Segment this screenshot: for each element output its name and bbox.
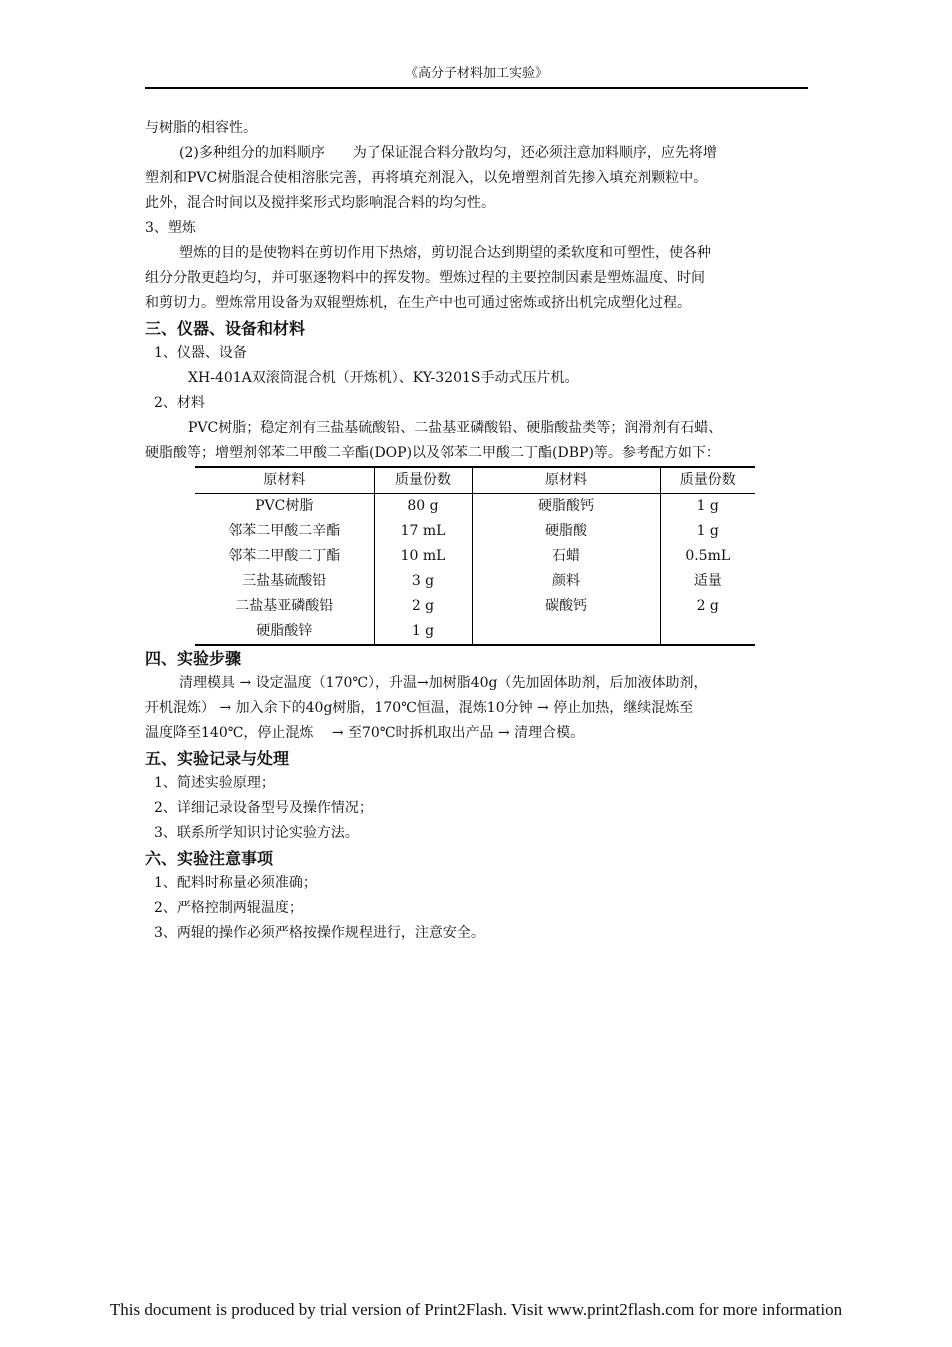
body-line: 和剪切力。塑炼常用设备为双辊塑炼机，在生产中也可通过密炼或挤出机完成塑化过程。 [145, 295, 691, 311]
body-line: 与树脂的相容性。 [145, 120, 257, 136]
table-header-cell: 原材料 [195, 467, 374, 494]
section-heading: 五、实验记录与处理 [145, 749, 290, 768]
table-cell: 2 g [660, 594, 755, 619]
body-line: 开机混炼） → 加入余下的40g树脂，170℃恒温，混炼10分钟 → 停止加热，继续混炼至 [145, 700, 694, 716]
table-cell: 适量 [660, 569, 755, 594]
table-cell: 17 mL [374, 519, 472, 544]
table-row [195, 569, 755, 594]
list-item: 3、两辊的操作必须严格按操作规程进行，注意安全。 [154, 925, 485, 941]
subsection-title: 1、仪器、设备 [154, 345, 247, 361]
list-item: 1、简述实验原理； [154, 775, 275, 791]
section-heading: 三、仪器、设备和材料 [145, 319, 306, 338]
table-cell [472, 619, 660, 645]
list-item: 2、详细记录设备型号及操作情况； [154, 800, 373, 816]
section-heading: 六、实验注意事项 [145, 849, 274, 868]
body-line: 组分分散更趋均匀，并可驱逐物料中的挥发物。塑炼过程的主要控制因素是塑炼温度、时间 [145, 270, 705, 286]
body-line: 温度降至140℃，停止混炼 → 至70℃时拆机取出产品 → 清理合模。 [145, 725, 585, 741]
table-cell: 硬脂酸锌 [256, 623, 313, 639]
table-cell: 硬脂酸 [472, 519, 660, 544]
subsection-title: 3、塑炼 [145, 220, 196, 236]
trial-watermark-footer: This document is produced by trial version of Print2Flash. Visit www.print2flash.com for more information [109, 1300, 843, 1319]
table-row [195, 544, 755, 569]
body-line: 塑剂和PVC树脂混合使相溶胀完善，再将填充剂混入，以免增塑剂首先掺入填充剂颗粒中。 [145, 170, 708, 186]
body-line: 此外，混合时间以及搅拌桨形式均影响混合料的均匀性。 [145, 195, 495, 211]
table-header-cell: 原材料 [472, 467, 660, 494]
table-cell: 邻苯二甲酸二辛酯 [228, 523, 341, 539]
table-cell: 碳酸钙 [472, 594, 660, 619]
table-cell: 0.5mL [660, 544, 755, 569]
table-header-row [195, 467, 755, 494]
table-cell: 硬脂酸钙 [472, 494, 660, 520]
running-header: 《高分子材料加工实验》 [404, 66, 548, 81]
body-line: 清理模具 → 设定温度（170℃），升温→加树脂40g（先加固体助剂，后加液体助剂， [179, 675, 708, 691]
subsection-title: 2、材料 [154, 395, 205, 411]
table-cell: 颜料 [472, 569, 660, 594]
list-item: 2、严格控制两辊温度； [154, 900, 303, 916]
table-cell: PVC树脂 [255, 498, 314, 514]
table-row [195, 619, 755, 645]
table-cell: 石蜡 [472, 544, 660, 569]
body-line: 塑炼的目的是使物料在剪切作用下热熔，剪切混合达到期望的柔软度和可塑性，使各种 [179, 245, 711, 261]
table-row [195, 594, 755, 619]
table-cell: 邻苯二甲酸二丁酯 [228, 548, 341, 564]
list-item: 1、配料时称量必须准确； [154, 875, 317, 891]
body-line: XH-401A双滚筒混合机（开炼机）、KY-3201S手动式压片机。 [188, 370, 579, 386]
list-item: 3、联系所学知识讨论实验方法。 [154, 825, 359, 841]
document-body [145, 116, 808, 946]
table-cell: 2 g [374, 594, 472, 619]
table-cell [660, 619, 755, 645]
table-cell: 80 g [374, 494, 472, 520]
recipe-table [195, 466, 755, 646]
section-heading: 四、实验步骤 [145, 649, 242, 668]
body-line: (2)多种组分的加料顺序 为了保证混合料分散均匀，还必须注意加料顺序，应先将增 [179, 145, 717, 161]
table-cell: 二盐基亚磷酸铅 [235, 598, 334, 614]
table-header-cell: 质量份数 [660, 467, 755, 494]
table-cell: 10 mL [374, 544, 472, 569]
header-rule [145, 87, 808, 89]
body-line: PVC树脂；稳定剂有三盐基硫酸铅、二盐基亚磷酸铅、硬脂酸盐类等；润滑剂有石蜡、 [188, 420, 723, 436]
table-header-cell: 质量份数 [374, 467, 472, 494]
body-line: 硬脂酸等；增塑剂邻苯二甲酸二辛酯(DOP)以及邻苯二甲酸二丁酯(DBP)等。参考配方如下： [145, 445, 720, 461]
table-cell: 三盐基硫酸铅 [242, 573, 327, 589]
table-cell: 3 g [374, 569, 472, 594]
table-cell: 1 g [660, 519, 755, 544]
table-cell: 1 g [660, 494, 755, 520]
table-row [195, 519, 755, 544]
table-row [195, 494, 755, 520]
table-cell: 1 g [374, 619, 472, 645]
